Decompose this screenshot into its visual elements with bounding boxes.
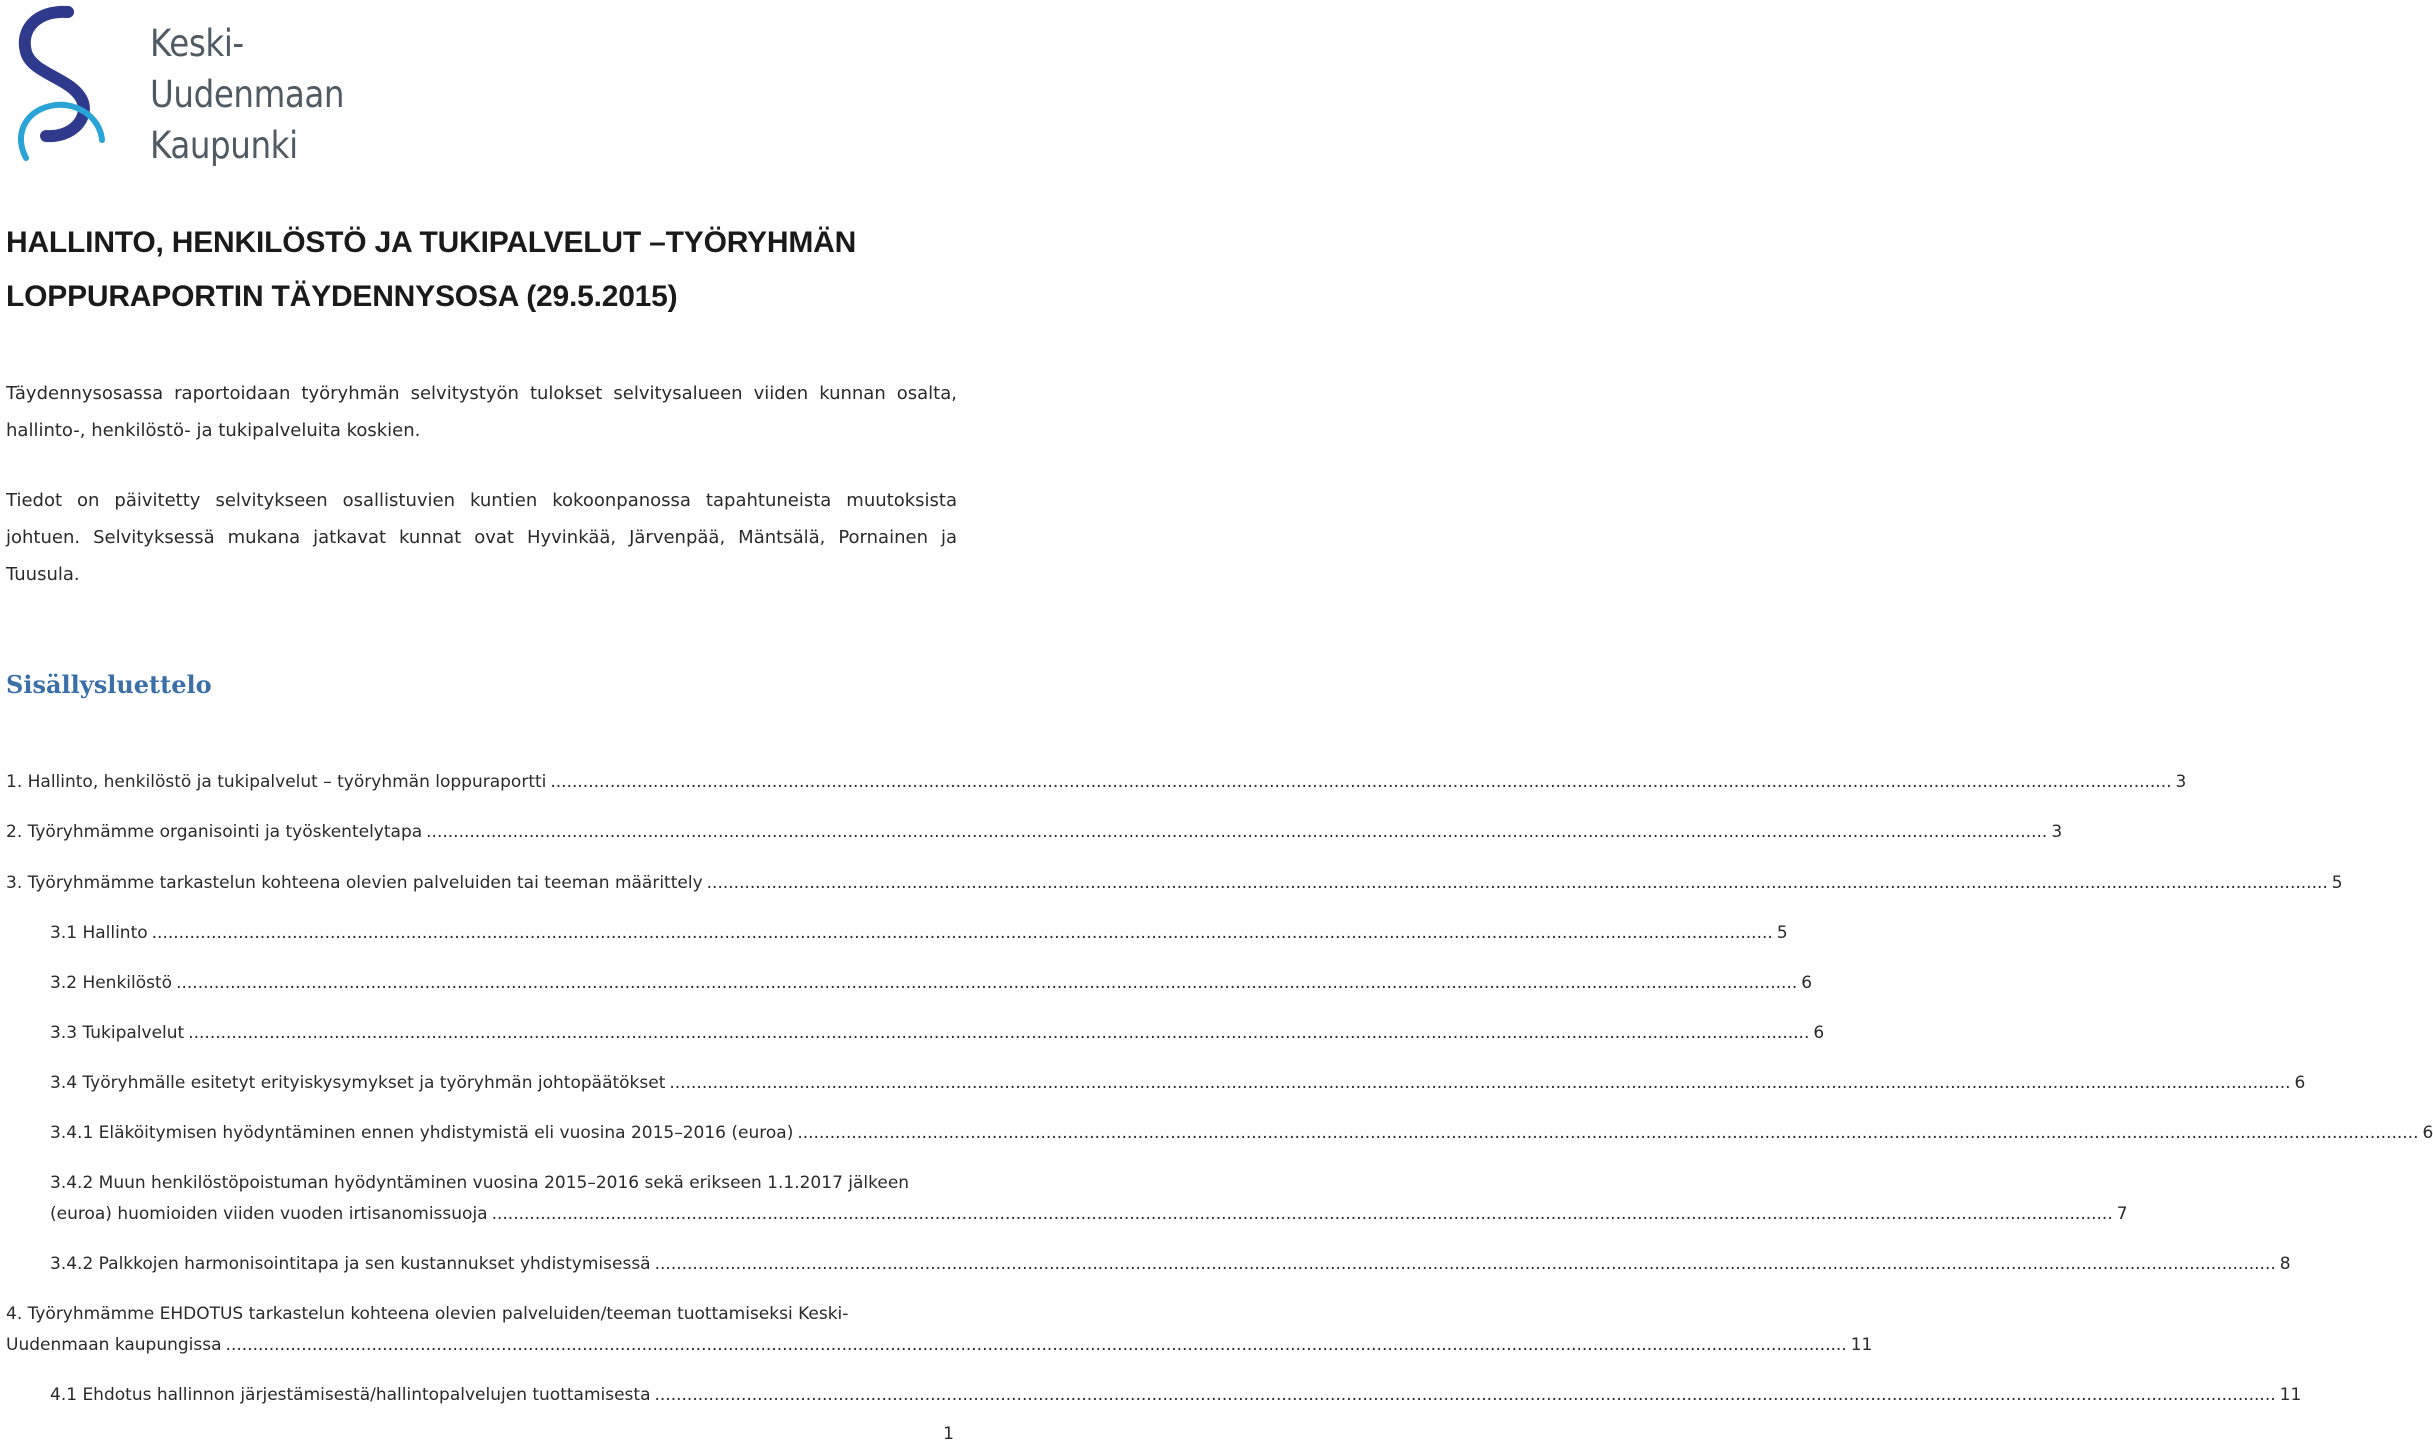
toc-entry[interactable]	[50, 968, 1813, 999]
document-title-line-2: LOPPURAPORTIN TÄYDENNYSOSA (29.5.2015)	[6, 280, 678, 313]
page-number: 1	[943, 1424, 954, 1444]
document-title-line-1: HALLINTO, HENKILÖSTÖ JA TUKIPALVELUT –TYÖRYHMÄN	[6, 226, 857, 259]
toc-entry-title: 3.1 Hallinto	[50, 923, 148, 943]
toc-entry[interactable]	[50, 1018, 1825, 1049]
logo-text-line-3: Kaupunki	[150, 124, 298, 167]
swan-s-logo-icon	[6, 8, 146, 158]
logo-text-line-2: Uudenmaan	[150, 73, 345, 116]
toc-leader-dots: ............................................................................................................................................................................................................................................................................................................	[797, 1123, 2419, 1143]
toc-leader-dots: ............................................................................................................................................................................................................................................................................................................	[654, 1254, 2276, 1274]
toc-leader-dots: ............................................................................................................................................................................................................................................................................................................	[654, 1385, 2276, 1405]
toc-entry[interactable]	[6, 1299, 1873, 1361]
toc-entry-page: 6	[1813, 1023, 1825, 1043]
toc-entry-page: 11	[2279, 1385, 2302, 1405]
toc-entry-title-line-1: 4. Työryhmämme EHDOTUS tarkastelun kohteena olevien palveluiden/teeman tuottamiseksi Keski-	[6, 1304, 849, 1324]
toc-entry-page: 5	[2331, 873, 2343, 893]
toc-entry-title: 3.3 Tukipalvelut	[50, 1023, 185, 1043]
toc-entry-title: 1. Hallinto, henkilöstö ja tukipalvelut – työryhmän loppuraportti	[6, 772, 547, 792]
toc-entry-page: 3	[2051, 822, 2063, 842]
toc-leader-dots: ............................................................................................................................................................................................................................................................................................................	[225, 1335, 1847, 1355]
toc-entry[interactable]	[50, 1380, 2302, 1411]
toc-entry-page: 6	[1801, 973, 1813, 993]
toc-leader-dots: ............................................................................................................................................................................................................................................................................................................	[176, 973, 1798, 993]
toc-entry-page: 11	[1850, 1335, 1873, 1355]
toc-entry-title: 3.2 Henkilöstö	[50, 973, 173, 993]
toc-entry-page: 6	[2422, 1123, 2433, 1143]
toc-entry[interactable]	[50, 1168, 2128, 1230]
toc-entry-page: 6	[2294, 1073, 2306, 1093]
toc-entry-title-line-1: 3.4.2 Muun henkilöstöpoistuman hyödyntäminen vuosina 2015–2016 sekä erikseen 1.1.2017 jälkeen	[50, 1173, 910, 1193]
document-title	[6, 216, 856, 324]
toc-entry-page: 5	[1776, 923, 1788, 943]
toc-leader-dots: ............................................................................................................................................................................................................................................................................................................	[188, 1023, 1810, 1043]
toc-entry[interactable]	[6, 868, 2343, 899]
toc-entry-title: 4.1 Ehdotus hallinnon järjestämisestä/hallintopalvelujen tuottamisesta	[50, 1385, 651, 1405]
toc-entry-title-line-2: (euroa) huomioiden viiden vuoden irtisanomissuoja	[50, 1204, 488, 1224]
toc-entry[interactable]	[6, 767, 2187, 798]
toc-leader-dots: ............................................................................................................................................................................................................................................................................................................	[151, 923, 1773, 943]
toc-entry[interactable]	[50, 918, 1788, 949]
toc-entry-page: 8	[2279, 1254, 2291, 1274]
toc-entry-page: 7	[2116, 1204, 2128, 1224]
logo	[6, 8, 345, 167]
logo-text-line-1: Keski-	[150, 22, 244, 65]
update-paragraph: Tiedot on päivitetty selvitykseen osallistuvien kuntien kokoonpanossa tapahtuneista muutoksista johtuen. Selvityksessä mukana jatkavat kunnat ovat Hyvinkää, Järvenpää, Mäntsälä, Pornainen ja Tuusula.	[6, 490, 957, 585]
toc-entry-page: 3	[2175, 772, 2187, 792]
toc-entry[interactable]	[50, 1118, 2433, 1149]
toc-entry-title-line-2: Uudenmaan kaupungissa	[6, 1335, 222, 1355]
toc-leader-dots: ............................................................................................................................................................................................................................................................................................................	[426, 822, 2048, 842]
toc-leader-dots: ............................................................................................................................................................................................................................................................................................................	[550, 772, 2172, 792]
toc-entry-title: 3. Työryhmämme tarkastelun kohteena olevien palveluiden tai teeman määrittely	[6, 873, 703, 893]
toc-entry[interactable]	[50, 1068, 2306, 1099]
toc-entry-title: 3.4.1 Eläköitymisen hyödyntäminen ennen yhdistymistä eli vuosina 2015–2016 (euroa)	[50, 1123, 794, 1143]
toc-entry-title: 3.4.2 Palkkojen harmonisointitapa ja sen kustannukset yhdistymisessä	[50, 1254, 651, 1274]
toc-entry[interactable]	[6, 817, 2063, 848]
toc-entry-title: 2. Työryhmämme organisointi ja työskentelytapa	[6, 822, 423, 842]
toc-leader-dots: ............................................................................................................................................................................................................................................................................................................	[669, 1073, 2291, 1093]
intro-paragraph: Täydennysosassa raportoidaan työryhmän selvitystyön tulokset selvitysalueen viiden kunnan osalta, hallinto-, henkilöstö- ja tukipalveluita koskien.	[6, 383, 957, 441]
toc-leader-dots: ............................................................................................................................................................................................................................................................................................................	[706, 873, 2328, 893]
toc-entry-title: 3.4 Työryhmälle esitetyt erityiskysymykset ja työryhmän johtopäätökset	[50, 1073, 666, 1093]
toc-entry[interactable]	[50, 1249, 2291, 1280]
toc-leader-dots: ............................................................................................................................................................................................................................................................................................................	[491, 1204, 2113, 1224]
toc-heading: Sisällysluettelo	[6, 670, 212, 699]
